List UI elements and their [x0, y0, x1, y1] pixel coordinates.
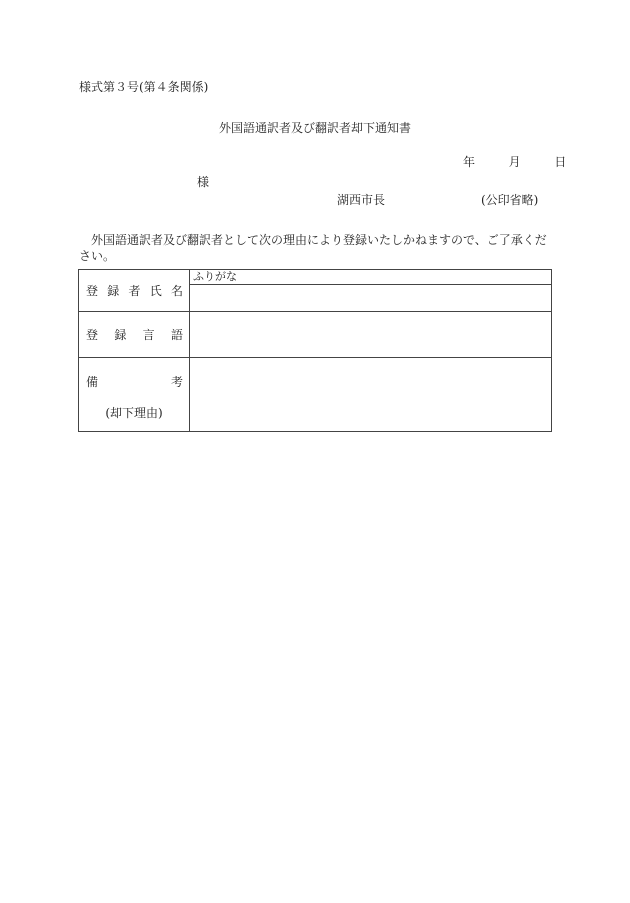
label-char: 登	[86, 328, 99, 342]
label-char: 者	[128, 284, 141, 298]
furigana-field[interactable]	[190, 270, 552, 285]
label-char: 登	[86, 284, 99, 298]
label-char: 録	[107, 284, 120, 298]
rejection-reason-label: (却下理由)	[105, 406, 163, 420]
label-char: 言	[142, 328, 155, 342]
registrant-name-field[interactable]	[190, 285, 552, 312]
label-char: 備	[86, 375, 99, 389]
registered-language-label	[79, 312, 190, 358]
remarks-label	[79, 358, 190, 432]
remarks-field[interactable]	[190, 358, 552, 432]
label-char: 語	[170, 328, 183, 342]
date-line	[463, 155, 566, 169]
furigana-label: ふりがな	[193, 270, 237, 283]
registrant-name-label	[79, 270, 190, 312]
label-char: 名	[170, 284, 183, 298]
label-char: 氏	[149, 284, 162, 298]
body-text: 外国語通訳者及び翻訳者として次の理由により登録いたしかねますので、ご了承ください。	[79, 233, 547, 263]
label-char: 考	[170, 375, 183, 389]
date-day-label: 日	[554, 155, 567, 169]
registration-table	[78, 269, 552, 432]
document-title: 外国語通訳者及び翻訳者却下通知書	[218, 121, 411, 135]
registered-language-field[interactable]	[190, 312, 552, 358]
issuer-name: 湖西市長	[337, 193, 386, 207]
label-char: 録	[114, 328, 127, 342]
date-year-label: 年	[463, 155, 476, 169]
date-month-label: 月	[508, 155, 521, 169]
recipient-honorific: 様	[197, 175, 210, 189]
form-number: 様式第３号(第４条関係)	[79, 80, 209, 94]
seal-note: (公印省略)	[481, 193, 539, 207]
